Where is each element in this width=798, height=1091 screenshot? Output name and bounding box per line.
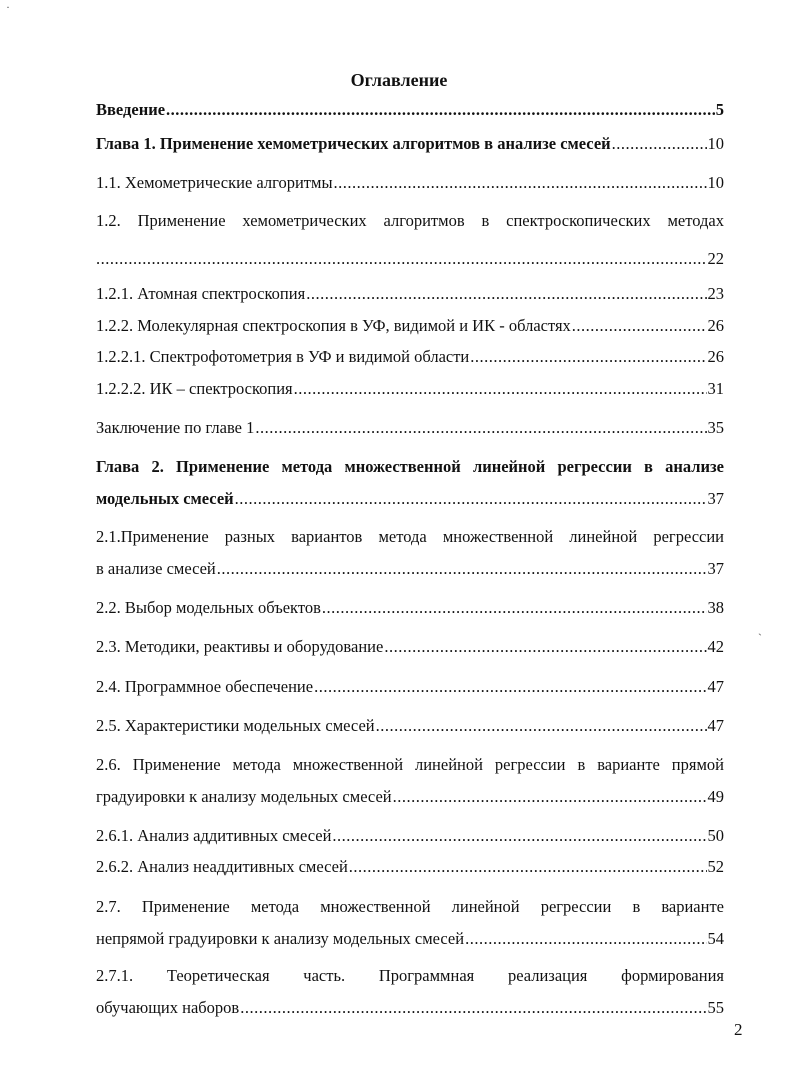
toc-entry-text: 2.7.1. Теоретическая часть. Программная реализация формирования [96, 966, 724, 985]
toc-entry-text: 1.2.2.1. Спектрофотометрия в УФ и видимой области [96, 347, 470, 366]
toc-entry-page: 31 [707, 379, 724, 398]
toc-entry-page: 47 [707, 716, 724, 735]
toc-entry-text: 1.1. Хемометрические алгоритмы [96, 173, 333, 192]
toc-entry-text: 1.2.2.2. ИК – спектроскопия [96, 379, 293, 398]
toc-entry-chapter-1[interactable] [96, 134, 724, 154]
toc-entry-page: 55 [707, 998, 724, 1017]
toc-entry-text-cont: обучающих наборов [96, 998, 240, 1017]
toc-entry-2-7-1[interactable] [96, 966, 724, 1018]
toc-entry-text: 2.6.1. Анализ аддитивных смесей [96, 826, 332, 845]
toc-entry-text: 2.4. Программное обеспечение [96, 677, 314, 696]
toc-entry-text: 2.2. Выбор модельных объектов [96, 598, 321, 617]
toc-entry-1-2-2-2[interactable] [96, 379, 724, 399]
toc-entry-2-1[interactable] [96, 527, 724, 579]
toc-entry-2-6-1[interactable] [96, 826, 724, 846]
toc-entry-1-2-2[interactable] [96, 316, 724, 336]
toc-entry-page: 22 [707, 249, 724, 268]
toc-entry-text: Глава 1. Применение хемометрических алгоритмов в анализе смесей [96, 134, 611, 153]
toc-entry-conclusion-1[interactable] [96, 418, 724, 438]
page-number: 2 [734, 1020, 743, 1039]
toc-entry-page: 54 [707, 929, 724, 948]
toc-entry-text: 2.3. Методики, реактивы и оборудование [96, 637, 384, 656]
toc-entry-page: 10 [707, 134, 724, 153]
toc-entry-page: 52 [707, 857, 724, 876]
toc-entry-text: 2.1.Применение разных вариантов метода множественной линейной регрессии [96, 527, 724, 546]
toc-entry-2-6[interactable] [96, 755, 724, 807]
toc-entry-2-4[interactable] [96, 677, 724, 697]
toc-entry-page: 37 [707, 489, 724, 508]
scan-mark: ˏ [758, 622, 762, 636]
toc-entry-1-2-1[interactable] [96, 284, 724, 304]
toc-entry-2-3[interactable] [96, 637, 724, 657]
toc-entry-text: Введение [96, 100, 166, 119]
toc-entry-page: 35 [707, 418, 724, 437]
toc-entry-2-2[interactable] [96, 598, 724, 618]
toc-entry-text: 2.6. Применение метода множественной линейной регрессии в варианте прямой [96, 755, 724, 774]
toc-entry-text-cont: в анализе смесей [96, 559, 216, 578]
toc-entry-2-6-2[interactable] [96, 857, 724, 877]
toc-entry-2-7[interactable] [96, 897, 724, 949]
toc-entry-text: 1.2.2. Молекулярная спектроскопия в УФ, видимой и ИК - областях [96, 316, 571, 335]
toc-entry-text: 2.5. Характеристики модельных смесей [96, 716, 375, 735]
toc-entry-1-2[interactable] [96, 211, 724, 269]
toc-entry-page: 49 [707, 787, 724, 806]
toc-entry-text-cont: модельных смесей [96, 489, 234, 508]
toc-entry-introduction[interactable] [96, 100, 724, 120]
toc-entry-page: 26 [707, 316, 724, 335]
toc-entry-1-2-2-1[interactable] [96, 347, 724, 367]
toc-entry-1-1[interactable] [96, 173, 724, 193]
toc-entry-page: 10 [707, 173, 724, 192]
toc-entry-text: 2.7. Применение метода множественной линейной регрессии в варианте [96, 897, 724, 916]
toc-entry-text: 2.6.2. Анализ неаддитивных смесей [96, 857, 348, 876]
toc-entry-page: 37 [707, 559, 724, 578]
toc-entry-text-cont: градуировки к анализу модельных смесей [96, 787, 392, 806]
toc-entry-text-cont: непрямой градуировки к анализу модельных смесей [96, 929, 465, 948]
toc-entry-text: 1.2. Применение хемометрических алгоритмов в спектроскопических методах [96, 211, 724, 230]
toc-entry-page: 5 [715, 100, 724, 119]
toc-entry-text: Заключение по главе 1 [96, 418, 255, 437]
toc-entry-page: 47 [707, 677, 724, 696]
toc-entry-page: 38 [707, 598, 724, 617]
toc-entry-2-5[interactable] [96, 716, 724, 736]
toc-entry-chapter-2[interactable] [96, 457, 724, 509]
toc-entry-text: Глава 2. Применение метода множественной линейной регрессии в анализе [96, 457, 724, 476]
toc-entry-page: 26 [707, 347, 724, 366]
toc-entry-text: 1.2.1. Атомная спектроскопия [96, 284, 306, 303]
toc-entry-page: 42 [707, 637, 724, 656]
toc-heading: Оглавление [350, 70, 448, 90]
toc-entry-page: 23 [707, 284, 724, 303]
toc-entry-page: 50 [707, 826, 724, 845]
scan-mark: · [6, 0, 10, 14]
